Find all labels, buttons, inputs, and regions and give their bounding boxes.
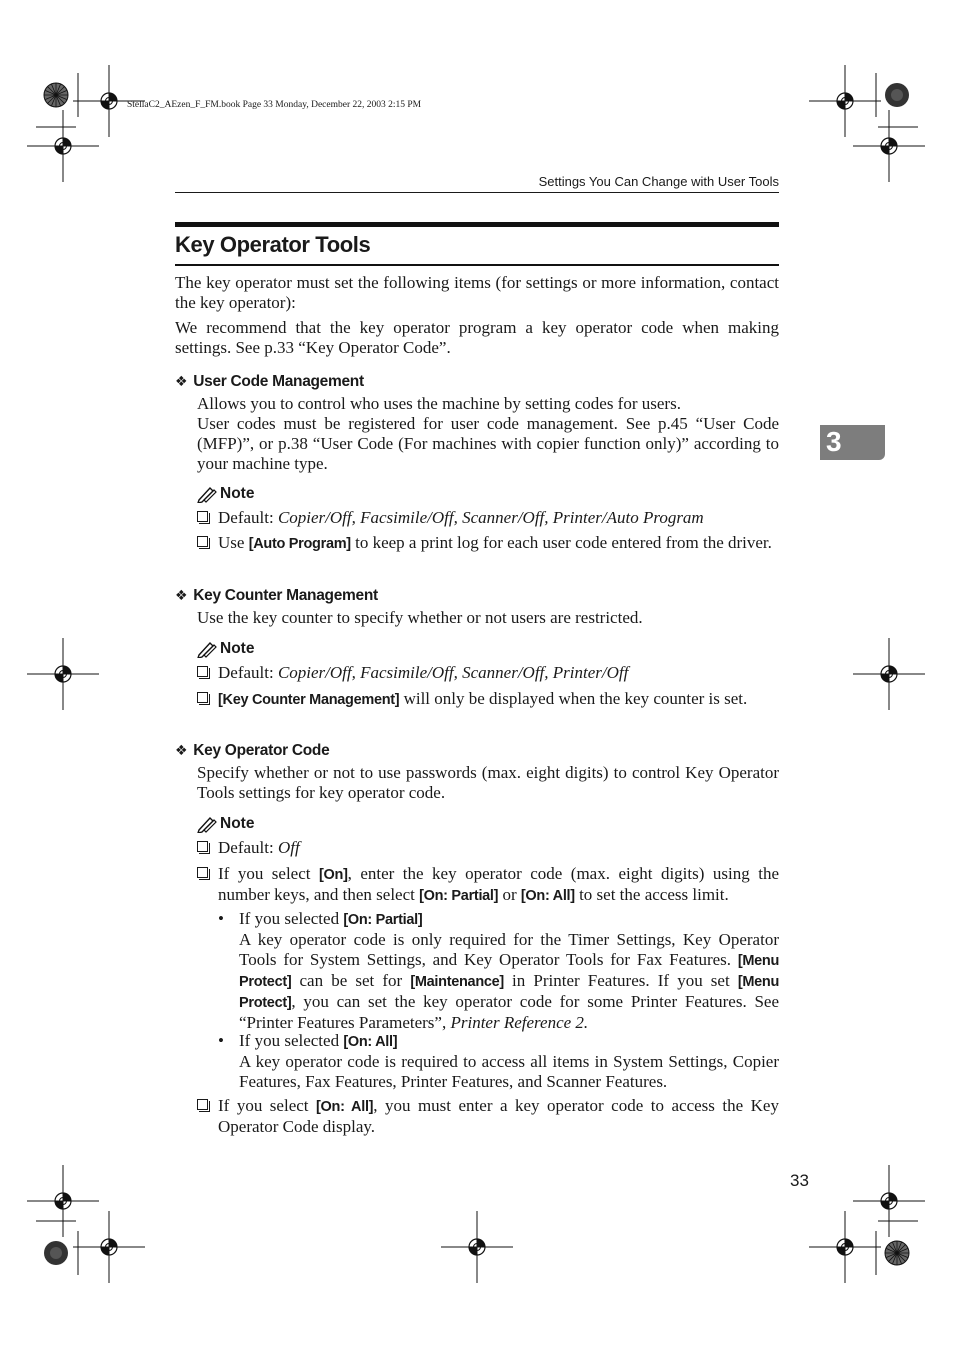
key-name: [Menu Protect] xyxy=(239,974,780,1011)
intro-paragraph: The key operator must set the following items (for settings or more information, contact the key operator): xyxy=(175,273,779,312)
note-item xyxy=(197,864,779,906)
note-heading xyxy=(197,485,254,503)
print-info: StellaC2_AEzen_F_FM.book Page 33 Monday, December 22, 2003 2:15 PM xyxy=(127,100,422,110)
checkbox-bullet-icon xyxy=(197,1099,208,1110)
checkbox-bullet-icon xyxy=(197,511,208,522)
heading-text: User Code Management xyxy=(193,373,364,390)
pencil-icon xyxy=(197,815,217,833)
body-line: User codes must be registered for user code management. See p.45 “User Code (MFP)”, or p.38 “User Code (For machines with copier function only)” according to your machine type. xyxy=(197,414,779,473)
text-run: to keep a print log for each user code entered from the driver. xyxy=(350,533,772,552)
section-title: Key Operator Tools xyxy=(175,232,371,257)
list-item xyxy=(218,909,779,1033)
text-run: can be set for xyxy=(291,971,411,990)
default-value: Copier/Off, Facsimile/Off, Scanner/Off, Printer/Auto Program xyxy=(277,508,704,527)
key-name: [Auto Program] xyxy=(248,536,351,552)
note-heading xyxy=(197,640,254,658)
text-run: . xyxy=(583,1013,589,1032)
subsection-heading xyxy=(175,587,378,605)
text-run: A key operator code is only required for the Timer Settings, Key Operator Tools for System Settings, and Key Operator Tools for Fax Features. xyxy=(239,930,779,969)
body-line: Allows you to control who uses the machine by setting codes for users. xyxy=(197,394,681,413)
key-name: [Menu Protect] xyxy=(239,953,779,990)
diamond-bullet-icon: ❖ xyxy=(175,588,188,604)
text-run: will only be displayed when the key counter is set. xyxy=(399,689,748,708)
key-name: [Key Counter Management] xyxy=(218,692,400,708)
intro-paragraph: We recommend that the key operator program a key operator code when making settings. See p.33 “Key Operator Code”. xyxy=(175,318,779,357)
subsection-heading xyxy=(175,373,364,391)
key-name: [Maintenance] xyxy=(410,974,504,990)
text-run: A key operator code is required to access all items in System Settings, Copier Features, Fax Features, Printer Features, and Scanner Features. xyxy=(239,1052,779,1091)
note-item xyxy=(197,533,779,554)
heading-text: Key Counter Management xyxy=(193,587,378,604)
diamond-bullet-icon: ❖ xyxy=(175,743,188,759)
pencil-icon xyxy=(197,640,217,658)
text-run: If you select xyxy=(218,864,319,883)
running-head: Settings You Can Change with User Tools xyxy=(538,174,779,189)
text-run: If you select xyxy=(218,1096,317,1115)
key-name: [On: Partial] xyxy=(419,888,499,904)
note-item xyxy=(197,508,779,528)
text-run: to set the access limit. xyxy=(574,885,729,904)
checkbox-bullet-icon xyxy=(197,692,208,703)
default-label: Default: xyxy=(218,663,278,682)
bullet-dot-icon: • xyxy=(218,909,224,928)
pencil-icon xyxy=(197,485,217,503)
checkbox-bullet-icon xyxy=(197,841,208,852)
key-name: [On: All] xyxy=(343,1034,398,1050)
checkbox-bullet-icon xyxy=(197,536,208,547)
body-text: Use the key counter to specify whether or not users are restricted. xyxy=(197,608,643,627)
heading-text: Key Operator Code xyxy=(193,742,330,759)
default-label: Default: xyxy=(218,508,278,527)
body-text: Specify whether or not to use passwords (max. eight digits) to control Key Operator Tools settings for key operator code. xyxy=(197,763,779,802)
subsection-heading xyxy=(175,742,329,760)
text-run: If you selected xyxy=(239,1031,344,1050)
chapter-tab xyxy=(820,425,885,460)
key-name: [On: All] xyxy=(316,1099,374,1115)
reference-title: Printer Reference 2 xyxy=(450,1013,584,1032)
text-run: If you selected xyxy=(239,909,344,928)
note-label: Note xyxy=(220,815,255,832)
bullet-dot-icon: • xyxy=(218,1031,224,1050)
default-value: Off xyxy=(277,838,300,857)
chapter-number: 3 xyxy=(826,426,842,457)
note-item xyxy=(197,838,779,858)
diamond-bullet-icon: ❖ xyxy=(175,374,188,390)
body-text xyxy=(197,394,779,474)
text-run: , enter the key operator code (max. eight digits) using the number keys, and then select xyxy=(218,864,779,904)
note-heading xyxy=(197,815,254,833)
section-top-rule xyxy=(175,222,779,227)
text-run: , you must enter a key operator code to access the Key Operator Code display. xyxy=(218,1096,779,1136)
key-name: [On: All] xyxy=(520,888,575,904)
note-item xyxy=(197,663,779,683)
list-item xyxy=(218,1031,779,1092)
default-label: Default: xyxy=(218,838,278,857)
text-run: in Printer Features. If you set xyxy=(503,971,738,990)
checkbox-bullet-icon xyxy=(197,666,208,677)
key-name: [On: Partial] xyxy=(343,912,423,928)
page-number: 33 xyxy=(790,1171,809,1190)
checkbox-bullet-icon xyxy=(197,867,208,878)
key-name: [On] xyxy=(319,867,348,883)
text-run: Use xyxy=(218,533,249,552)
section-title-rule xyxy=(175,264,779,266)
text-run: or xyxy=(498,885,521,904)
note-label: Note xyxy=(220,485,255,502)
default-value: Copier/Off, Facsimile/Off, Scanner/Off, Printer/Off xyxy=(277,663,629,682)
note-label: Note xyxy=(220,640,255,657)
note-item xyxy=(197,689,779,710)
text-run: , you can set the key operator code for some Printer Features. See “Printer Features Parameters”, xyxy=(239,992,779,1032)
header-rule xyxy=(175,192,779,193)
note-item xyxy=(197,1096,779,1137)
